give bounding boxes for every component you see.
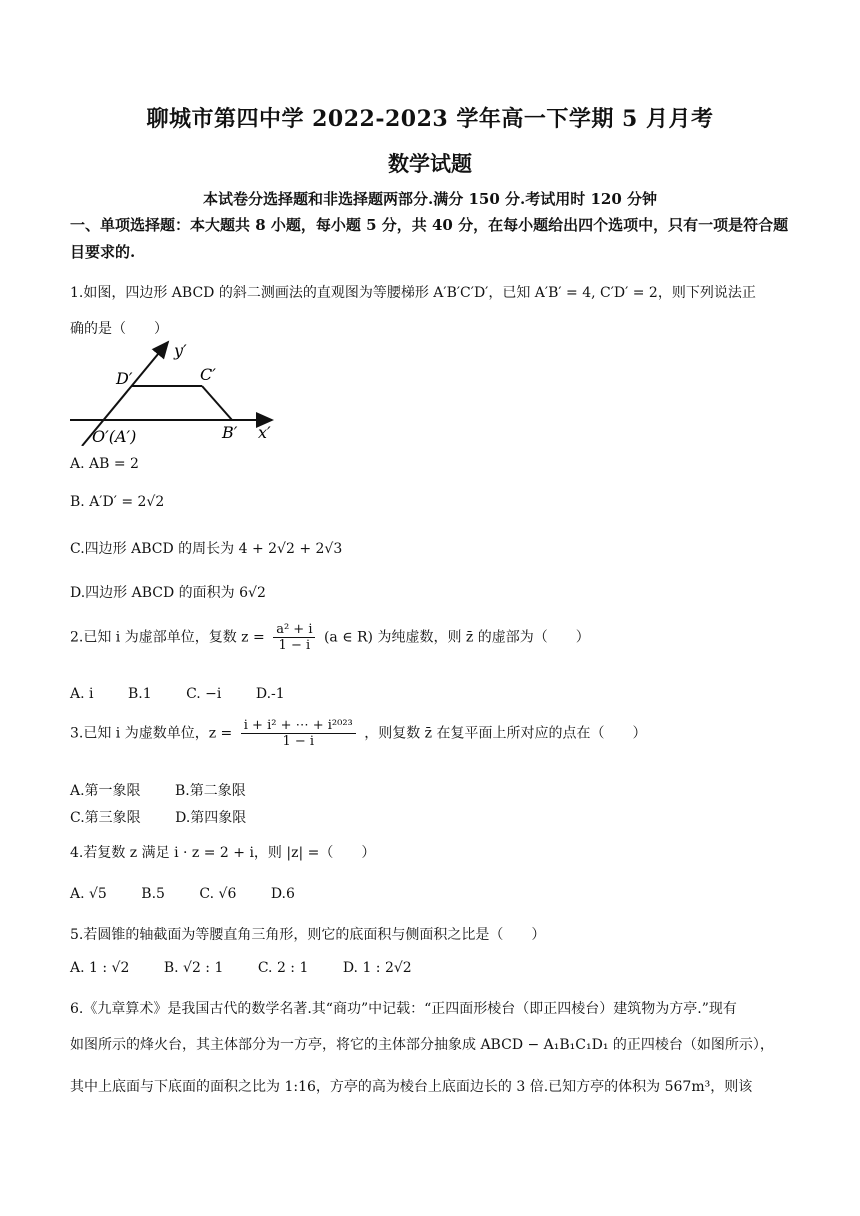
- q2-stem-post: (a ∈ R) 为纯虚数，则 z̄ 的虚部为（ ）: [323, 629, 590, 646]
- q3-options-row2: [70, 807, 276, 827]
- c-label: C′: [200, 365, 216, 384]
- q3-stem-pre: 3.已知 i 为虚数单位，z =: [70, 725, 233, 742]
- q2-option-b: B.1: [127, 686, 152, 702]
- q3-option-b: B.第二象限: [175, 783, 246, 799]
- section-heading: 一、单项选择题：本大题共 8 小题，每小题 5 分，共 40 分，在每小题给出四个选项中，只有一项是符合题目要求的.: [70, 216, 789, 261]
- q6-line1: 6.《九章算术》是我国古代的数学名著.其“商功”中记载：“正四面形棱台（即正四棱台）建筑物为方亭.”现有: [70, 1001, 737, 1017]
- q2-fraction: [273, 622, 315, 653]
- q3-option-c: C.第三象限: [70, 810, 141, 826]
- q2-stem: [70, 622, 590, 653]
- q5-options: [70, 960, 442, 976]
- q2-option-a: A. i: [70, 686, 94, 702]
- y-axis-label: y′: [174, 341, 187, 360]
- q2-numerator: a² + i: [273, 622, 315, 638]
- q3-stem-post: ，则复数 z̄ 在复平面上所对应的点在（ ）: [364, 725, 647, 742]
- q2-denominator: 1 − i: [278, 638, 311, 653]
- q4-stem: 4.若复数 z 满足 i · z = 2 + i，则 |z| =（ ）: [70, 845, 376, 861]
- q6-line2: 如图所示的烽火台，其主体部分为一方亭，将它的主体部分抽象成 ABCD − A₁B₁C₁D₁ 的正四棱台（如图所示），: [70, 1037, 774, 1053]
- q5-option-b: B. √2 : 1: [163, 960, 224, 976]
- d-label: D′: [116, 369, 133, 388]
- exam-note: 本试卷分选择题和非选择题两部分.满分 150 分.考试用时 120 分钟: [203, 190, 657, 208]
- q5-option-a: A. 1 : √2: [70, 960, 130, 976]
- q1-option-c: C.四边形 ABCD 的周长为 4 + 2√2 + 2√3: [70, 541, 343, 557]
- q1-figure: [66, 336, 286, 446]
- q2-stem-pre: 2.已知 i 为虚部单位，复数 z =: [70, 629, 265, 646]
- q3-denominator: 1 − i: [282, 734, 315, 749]
- q5-option-d: D. 1 : 2√2: [342, 960, 412, 976]
- q1-stem-line1: 1.如图，四边形 ABCD 的斜二测画法的直观图为等腰梯形 A′B′C′D′，已知 A′B′ = 4, C′D′ = 2，则下列说法正: [70, 285, 756, 301]
- q3-option-a: A.第一象限: [70, 783, 141, 799]
- q1-option-a: A. AB = 2: [70, 456, 139, 472]
- exam-title: 聊城市第四中学 2022-2023 学年高一下学期 5 月月考: [146, 106, 714, 132]
- q6-line3: 其中上底面与下底面的面积之比为 1:16，方亭的高为棱台上底面边长的 3 倍.已知方亭的体积为 567m³，则该: [70, 1079, 753, 1095]
- q1-option-b: B. A′D′ = 2√2: [70, 494, 165, 510]
- q1-stem-line2: 确的是（ ）: [70, 321, 168, 337]
- q4-options: [70, 886, 325, 902]
- x-axis-label: x′: [258, 423, 271, 442]
- b-label: B′: [222, 423, 238, 442]
- q4-option-b: B.5: [141, 886, 165, 902]
- q2-option-d: D.-1: [255, 686, 285, 702]
- q3-numerator: i + i² + ⋯ + i²⁰²³: [241, 718, 356, 734]
- q5-option-c: C. 2 : 1: [257, 960, 309, 976]
- q3-fraction: [241, 718, 356, 749]
- q3-stem: [70, 718, 647, 749]
- q1-option-d: D.四边形 ABCD 的面积为 6√2: [70, 585, 266, 601]
- q3-option-d: D.第四象限: [175, 810, 247, 826]
- q3-options-row1: [70, 780, 276, 800]
- exam-subtitle: 数学试题: [388, 151, 472, 176]
- q5-stem: 5.若圆锥的轴截面为等腰直角三角形，则它的底面积与侧面积之比是（ ）: [70, 927, 546, 943]
- q4-option-c: C. √6: [199, 886, 237, 902]
- q4-option-a: A. √5: [70, 886, 107, 902]
- o-label: O′(A′): [92, 427, 137, 446]
- q2-option-c: C. −i: [186, 686, 222, 702]
- q2-options: [70, 686, 315, 702]
- q4-option-d: D.6: [270, 886, 295, 902]
- trapezoid-right-edge: [202, 386, 232, 420]
